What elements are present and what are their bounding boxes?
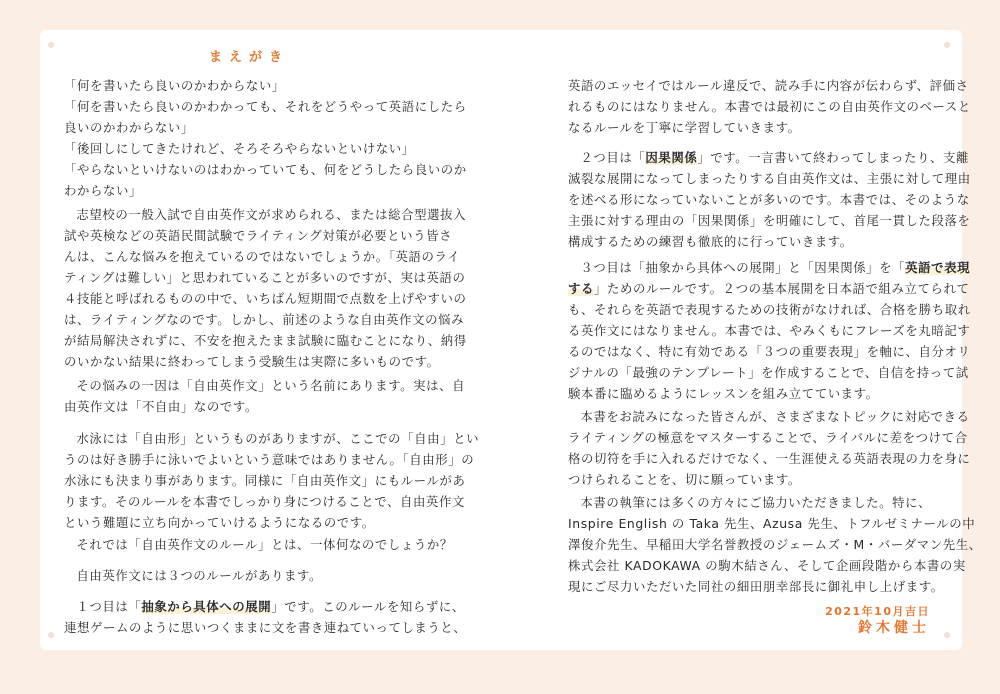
corner-dot-decoration [944,632,950,638]
text-line: ライティングの極意をマスターすることで、ライバルに差をつけて合 [568,430,968,445]
corner-dot-decoration [48,42,54,48]
paragraph [64,596,467,638]
text-line: 試や英検などの英語民間試験でライティング対策が必要という皆さ [64,228,453,243]
paragraph [64,204,467,372]
text-line: ３つ目は「抽象から具体への展開」と「因果関係」を「英語で表現 [580,260,971,275]
quote-line: 良いのかわからない」 [64,120,194,135]
text-line: 験本番に臨めるようにレッスンを組み立てています。 [568,386,879,401]
text-line: 主張に対する理由の「因果関係」を明確にして、首尾一貫した段落を [568,213,971,228]
book-spread [40,30,982,650]
author-name: 鈴木健士 [858,620,930,636]
corner-dot-decoration [944,42,950,48]
text-line: 本書をお読みになった皆さんが、さまざまなトピックに対応できる [580,409,970,424]
text-line: のいかない結果に終わってしまう受験生は実際に多いものです。 [64,354,440,369]
text-line: 由英作文は「不自由」なのです。 [64,399,258,414]
text-line: 澤俊介先生、早稲田大学名誉教授のジェームズ・M・バーダマン先生、 [568,537,982,552]
text-line: んは、こんな悩みを抱えているのではないでしょうか。「英語のライ [64,249,461,264]
text-line: 現にご尽力いただいた同社の細田朋幸部長に御礼申し上げます。 [568,579,944,594]
paragraph [64,565,434,586]
quote-line: 「やらないといけないのはわかっていても、何をどうしたら良いのか [64,162,467,177]
text-line: 本書の執筆には多くの方々にご協力いただきました。特に、 [580,495,932,510]
text-line: ティングは難しい」と思われていることが多いのですが、実は英語の [64,270,466,285]
text-line: それでは「自由英作文のルール」とは、一体何なのでしょうか？ [76,537,453,552]
text-line: する」ためのルールです。２つの基本展開を日本語で組み立てられて [568,281,970,296]
paragraph [568,492,982,597]
text-line: 滅裂な展開になってしまったりする自由英作文は、主張に対して理由 [568,171,971,186]
paragraph [568,257,971,404]
text-line: なるルールを丁寧に学習していきます。 [568,120,801,135]
text-line: 志望校の一般入試で自由英作文が求められる、または総合型選抜入 [76,207,467,222]
text-line: 格の切符を手に入れるだけでなく、一生涯使える英語表現の力を身に [568,451,971,466]
page-title: まえがき [208,50,289,65]
text-line: という難題に立ち向かっていけるようになるのです。 [64,515,375,530]
text-line: も、それらを英語で表現するための技術がなければ、合格を勝ち取れ [568,302,971,317]
paragraph [64,428,480,533]
text-line: が結局解決されずに、不安を抱えたまま試験に臨むことになり、納得 [64,333,467,348]
text-line: れるものにはなりません。本書では最初にこの自由英作文のベースと [568,99,971,114]
text-line: を述べる形になっていないことが多いのです。本書では、そのような [568,192,970,207]
quote-line: わからない」 [64,183,142,198]
paragraph [568,75,971,138]
text-line: ジナルの「最強のテンプレート」を作成することで、自信を持って試 [568,365,969,380]
text-line: る英作文にはなりません。本書では、やみくもにフレーズを丸暗記す [568,323,971,338]
text-line: １つ目は「抽象から具体への展開」です。このルールを知らずに、 [76,599,465,614]
text-line: つけられることを、切に願っています。 [568,472,801,487]
text-line: は、ライティングなのです。しかし、前述のような自由英作文の悩み [64,312,465,327]
text-line: るのではなく、特に有効である「３つの重要表現」を軸に、自分オリ [568,344,971,359]
corner-dot-decoration [48,632,54,638]
paragraph [568,406,971,490]
text-line: その悩みの一因は「自由英作文」という名前にあります。実は、自 [76,378,466,393]
paragraph [64,534,453,555]
quote-line: 「後回しにしてきたけれど、そろそろやらないといけない」 [64,141,415,156]
quote-line: 「何を書いたら良いのかわかっても、それをどうやって英語にしたら [64,99,467,114]
text-line: 英語のエッセイではルール違反で、読み手に内容が伝わらず、評価さ [568,78,969,93]
highlighted-term: 因果関係 [645,150,698,165]
highlighted-term: 英語で表現 [905,260,971,275]
paragraph [568,147,971,252]
text-line: 構成するための練習も徹底的に行っていきます。 [568,234,853,249]
paragraph [64,375,466,417]
signature-date: 2021年10月吉日 [825,605,930,618]
text-line: うのは好き勝手に泳いでよいという意味ではありません。「自由形」の [64,452,475,467]
text-line: 水泳にも決まり事があります。同様に「自由英作文」にもルールがあ [64,473,466,488]
text-line: 水泳には「自由形」というものがありますが、ここでの「自由」とい [76,431,480,446]
quote-line: 「何を書いたら良いのかわからない」 [64,78,285,93]
text-line: ります。そのルールを本書でしっかり身につけることで、自由英作文 [64,494,465,509]
text-line: ２つ目は「因果関係」です。一言書いて終わってしまったり、支離 [580,150,969,165]
highlighted-term: 抽象から具体への展開 [141,599,272,614]
highlighted-term: する [568,281,594,296]
text-line: 連想ゲームのように思いつくままに文を書き連ねていってしまうと、 [64,620,467,635]
opening-quotes [64,75,467,201]
text-line: 株式会社 KADOKAWA の駒木結さん、そして企画段階から本書の実 [568,558,966,573]
text-line: Inspire English の Taka 先生、Azusa 先生、トフルゼミナールの中 [568,516,976,531]
text-line: 自由英作文には３つのルールがあります。 [76,568,322,583]
text-line: ４技能と呼ばれるものの中で、いちばん短期間で点数を上げやすいの [64,291,467,306]
